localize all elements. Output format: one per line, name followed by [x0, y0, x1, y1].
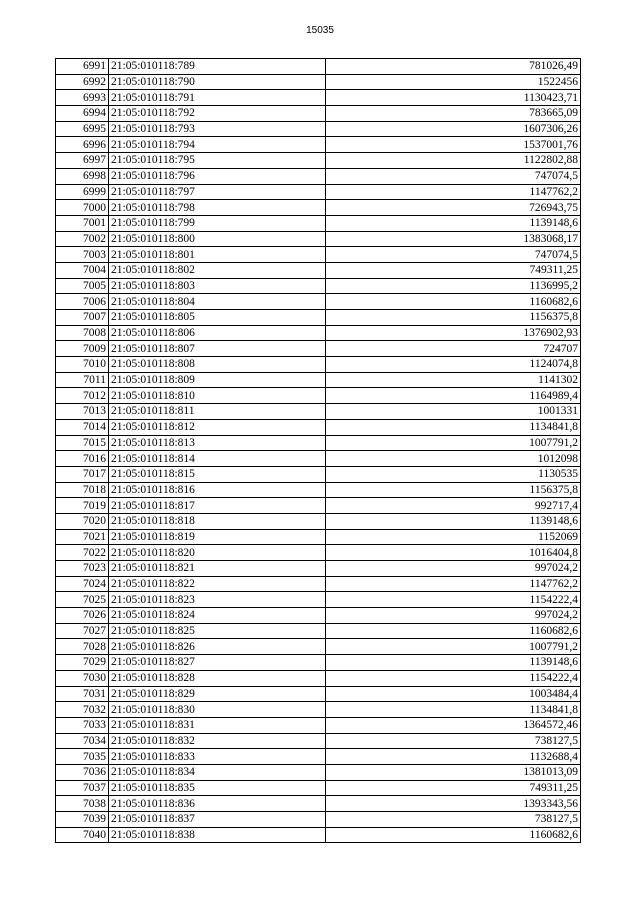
row-number-cell: 7012 [56, 388, 109, 404]
table-row [56, 592, 581, 608]
table-row [56, 513, 581, 529]
table-row [56, 59, 581, 75]
table-row [56, 466, 581, 482]
cadastral-number-cell: 21:05:010118:797 [109, 184, 326, 200]
table-row [56, 764, 581, 780]
cadastral-value-cell: 1376902,93 [326, 325, 581, 341]
cadastral-number-cell: 21:05:010118:820 [109, 545, 326, 561]
cadastral-value-cell: 1537001,76 [326, 137, 581, 153]
cadastral-number-cell: 21:05:010118:809 [109, 372, 326, 388]
row-number-cell: 7035 [56, 749, 109, 765]
row-number-cell: 6994 [56, 106, 109, 122]
cadastral-number-cell: 21:05:010118:834 [109, 764, 326, 780]
table-row [56, 670, 581, 686]
cadastral-number-cell: 21:05:010118:827 [109, 655, 326, 671]
row-number-cell: 7013 [56, 404, 109, 420]
row-number-cell: 7039 [56, 812, 109, 828]
row-number-cell: 7023 [56, 561, 109, 577]
row-number-cell: 7016 [56, 451, 109, 467]
cadastral-value-cell: 738127,5 [326, 733, 581, 749]
cadastral-number-cell: 21:05:010118:835 [109, 780, 326, 796]
table-row [56, 576, 581, 592]
cadastral-value-cell: 749311,25 [326, 780, 581, 796]
cadastral-number-cell: 21:05:010118:814 [109, 451, 326, 467]
row-number-cell: 7040 [56, 827, 109, 843]
row-number-cell: 7017 [56, 466, 109, 482]
table-row [56, 702, 581, 718]
table-row [56, 90, 581, 106]
table-row [56, 262, 581, 278]
cadastral-number-cell: 21:05:010118:789 [109, 59, 326, 75]
table-row [56, 231, 581, 247]
table-body [56, 59, 581, 843]
cadastral-number-cell: 21:05:010118:828 [109, 670, 326, 686]
row-number-cell: 7000 [56, 200, 109, 216]
cadastral-value-cell: 1383068,17 [326, 231, 581, 247]
row-number-cell: 7011 [56, 372, 109, 388]
cadastral-number-cell: 21:05:010118:829 [109, 686, 326, 702]
cadastral-value-cell: 783665,09 [326, 106, 581, 122]
cadastral-number-cell: 21:05:010118:830 [109, 702, 326, 718]
cadastral-value-cell: 1132688,4 [326, 749, 581, 765]
cadastral-value-cell: 1164989,4 [326, 388, 581, 404]
row-number-cell: 7036 [56, 764, 109, 780]
table-row [56, 451, 581, 467]
row-number-cell: 7024 [56, 576, 109, 592]
table-row [56, 639, 581, 655]
cadastral-value-cell: 1130535 [326, 466, 581, 482]
row-number-cell: 7015 [56, 435, 109, 451]
table-row [56, 247, 581, 263]
cadastral-value-cell: 1152069 [326, 529, 581, 545]
cadastral-number-cell: 21:05:010118:811 [109, 404, 326, 420]
table-row [56, 200, 581, 216]
row-number-cell: 7008 [56, 325, 109, 341]
cadastral-number-cell: 21:05:010118:800 [109, 231, 326, 247]
table-row [56, 435, 581, 451]
row-number-cell: 7014 [56, 419, 109, 435]
cadastral-number-cell: 21:05:010118:836 [109, 796, 326, 812]
table-row [56, 812, 581, 828]
cadastral-number-cell: 21:05:010118:815 [109, 466, 326, 482]
table-row [56, 341, 581, 357]
cadastral-number-cell: 21:05:010118:810 [109, 388, 326, 404]
cadastral-number-cell: 21:05:010118:837 [109, 812, 326, 828]
cadastral-value-cell: 1364572,46 [326, 717, 581, 733]
table-row [56, 561, 581, 577]
row-number-cell: 7027 [56, 623, 109, 639]
cadastral-number-cell: 21:05:010118:806 [109, 325, 326, 341]
cadastral-number-cell: 21:05:010118:798 [109, 200, 326, 216]
cadastral-number-cell: 21:05:010118:807 [109, 341, 326, 357]
row-number-cell: 7028 [56, 639, 109, 655]
cadastral-value-cell: 1139148,6 [326, 513, 581, 529]
cadastral-value-cell: 1381013,09 [326, 764, 581, 780]
cadastral-number-cell: 21:05:010118:818 [109, 513, 326, 529]
row-number-cell: 6992 [56, 74, 109, 90]
row-number-cell: 7032 [56, 702, 109, 718]
row-number-cell: 7020 [56, 513, 109, 529]
cadastral-value-cell: 1156375,8 [326, 482, 581, 498]
row-number-cell: 7004 [56, 262, 109, 278]
table-row [56, 655, 581, 671]
cadastral-value-cell: 726943,75 [326, 200, 581, 216]
cadastral-value-cell: 1001331 [326, 404, 581, 420]
table-row [56, 404, 581, 420]
table-row [56, 608, 581, 624]
cadastral-value-cell: 997024,2 [326, 561, 581, 577]
cadastral-number-cell: 21:05:010118:794 [109, 137, 326, 153]
cadastral-value-cell: 1134841,8 [326, 702, 581, 718]
table-row [56, 372, 581, 388]
table-row [56, 106, 581, 122]
cadastral-number-cell: 21:05:010118:802 [109, 262, 326, 278]
table-row [56, 749, 581, 765]
table-row [56, 419, 581, 435]
cadastral-value-cell: 1139148,6 [326, 655, 581, 671]
page-number: 15035 [306, 25, 334, 36]
cadastral-value-cell: 1147762,2 [326, 184, 581, 200]
table-row [56, 137, 581, 153]
table-row [56, 310, 581, 326]
cadastral-value-cell: 781026,49 [326, 59, 581, 75]
cadastral-value-cell: 992717,4 [326, 498, 581, 514]
row-number-cell: 7010 [56, 357, 109, 373]
cadastral-value-cell: 1016404,8 [326, 545, 581, 561]
row-number-cell: 7030 [56, 670, 109, 686]
row-number-cell: 6991 [56, 59, 109, 75]
row-number-cell: 6993 [56, 90, 109, 106]
cadastral-number-cell: 21:05:010118:822 [109, 576, 326, 592]
row-number-cell: 7005 [56, 278, 109, 294]
row-number-cell: 7001 [56, 215, 109, 231]
cadastral-value-cell: 738127,5 [326, 812, 581, 828]
table-row [56, 168, 581, 184]
row-number-cell: 7009 [56, 341, 109, 357]
cadastral-number-cell: 21:05:010118:819 [109, 529, 326, 545]
cadastral-number-cell: 21:05:010118:796 [109, 168, 326, 184]
cadastral-value-cell: 747074,5 [326, 247, 581, 263]
row-number-cell: 7006 [56, 294, 109, 310]
cadastral-number-cell: 21:05:010118:791 [109, 90, 326, 106]
table-row [56, 780, 581, 796]
cadastral-number-cell: 21:05:010118:823 [109, 592, 326, 608]
table-row [56, 357, 581, 373]
cadastral-value-cell: 1136995,2 [326, 278, 581, 294]
row-number-cell: 7002 [56, 231, 109, 247]
cadastral-value-cell: 1160682,6 [326, 623, 581, 639]
cadastral-number-cell: 21:05:010118:793 [109, 121, 326, 137]
cadastral-number-cell: 21:05:010118:795 [109, 153, 326, 169]
cadastral-value-cell: 1003484,4 [326, 686, 581, 702]
table-row [56, 623, 581, 639]
table-row [56, 733, 581, 749]
table-row [56, 498, 581, 514]
cadastral-value-cell: 1154222,4 [326, 592, 581, 608]
row-number-cell: 6999 [56, 184, 109, 200]
cadastral-number-cell: 21:05:010118:817 [109, 498, 326, 514]
row-number-cell: 7025 [56, 592, 109, 608]
row-number-cell: 7026 [56, 608, 109, 624]
row-number-cell: 7037 [56, 780, 109, 796]
cadastral-value-cell: 1139148,6 [326, 215, 581, 231]
cadastral-number-cell: 21:05:010118:803 [109, 278, 326, 294]
cadastral-value-cell: 747074,5 [326, 168, 581, 184]
cadastral-number-cell: 21:05:010118:805 [109, 310, 326, 326]
cadastral-value-cell: 1134841,8 [326, 419, 581, 435]
cadastral-number-cell: 21:05:010118:801 [109, 247, 326, 263]
row-number-cell: 7031 [56, 686, 109, 702]
cadastral-value-table [55, 58, 581, 843]
cadastral-value-cell: 1156375,8 [326, 310, 581, 326]
row-number-cell: 7038 [56, 796, 109, 812]
cadastral-value-cell: 1130423,71 [326, 90, 581, 106]
cadastral-number-cell: 21:05:010118:838 [109, 827, 326, 843]
cadastral-value-cell: 1012098 [326, 451, 581, 467]
table-row [56, 529, 581, 545]
cadastral-number-cell: 21:05:010118:804 [109, 294, 326, 310]
table-row [56, 545, 581, 561]
table-row [56, 184, 581, 200]
table-row [56, 482, 581, 498]
cadastral-number-cell: 21:05:010118:799 [109, 215, 326, 231]
table-row [56, 74, 581, 90]
table-row [56, 215, 581, 231]
cadastral-value-cell: 1160682,6 [326, 294, 581, 310]
cadastral-number-cell: 21:05:010118:821 [109, 561, 326, 577]
table-row [56, 325, 581, 341]
row-number-cell: 7003 [56, 247, 109, 263]
cadastral-value-cell: 749311,25 [326, 262, 581, 278]
cadastral-number-cell: 21:05:010118:826 [109, 639, 326, 655]
cadastral-number-cell: 21:05:010118:824 [109, 608, 326, 624]
cadastral-number-cell: 21:05:010118:790 [109, 74, 326, 90]
row-number-cell: 6995 [56, 121, 109, 137]
cadastral-number-cell: 21:05:010118:832 [109, 733, 326, 749]
table-row [56, 278, 581, 294]
row-number-cell: 7018 [56, 482, 109, 498]
cadastral-number-cell: 21:05:010118:812 [109, 419, 326, 435]
cadastral-number-cell: 21:05:010118:808 [109, 357, 326, 373]
row-number-cell: 6997 [56, 153, 109, 169]
cadastral-value-cell: 1122802,88 [326, 153, 581, 169]
row-number-cell: 7029 [56, 655, 109, 671]
cadastral-value-cell: 1007791,2 [326, 435, 581, 451]
cadastral-number-cell: 21:05:010118:833 [109, 749, 326, 765]
table-row [56, 717, 581, 733]
row-number-cell: 7022 [56, 545, 109, 561]
row-number-cell: 7033 [56, 717, 109, 733]
table-row [56, 388, 581, 404]
cadastral-number-cell: 21:05:010118:792 [109, 106, 326, 122]
row-number-cell: 7021 [56, 529, 109, 545]
cadastral-number-cell: 21:05:010118:816 [109, 482, 326, 498]
row-number-cell: 6998 [56, 168, 109, 184]
cadastral-number-cell: 21:05:010118:813 [109, 435, 326, 451]
cadastral-number-cell: 21:05:010118:831 [109, 717, 326, 733]
table-row [56, 153, 581, 169]
row-number-cell: 7019 [56, 498, 109, 514]
cadastral-value-cell: 1124074,8 [326, 357, 581, 373]
cadastral-value-cell: 1607306,26 [326, 121, 581, 137]
cadastral-value-cell: 1147762,2 [326, 576, 581, 592]
cadastral-value-cell: 1141302 [326, 372, 581, 388]
row-number-cell: 7034 [56, 733, 109, 749]
cadastral-value-cell: 1393343,56 [326, 796, 581, 812]
table-row [56, 686, 581, 702]
cadastral-number-cell: 21:05:010118:825 [109, 623, 326, 639]
table-row [56, 796, 581, 812]
table-row [56, 827, 581, 843]
table-row [56, 294, 581, 310]
row-number-cell: 6996 [56, 137, 109, 153]
cadastral-value-cell: 1007791,2 [326, 639, 581, 655]
cadastral-value-cell: 997024,2 [326, 608, 581, 624]
cadastral-value-cell: 724707 [326, 341, 581, 357]
table-row [56, 121, 581, 137]
cadastral-value-cell: 1522456 [326, 74, 581, 90]
cadastral-value-cell: 1160682,6 [326, 827, 581, 843]
cadastral-value-cell: 1154222,4 [326, 670, 581, 686]
row-number-cell: 7007 [56, 310, 109, 326]
